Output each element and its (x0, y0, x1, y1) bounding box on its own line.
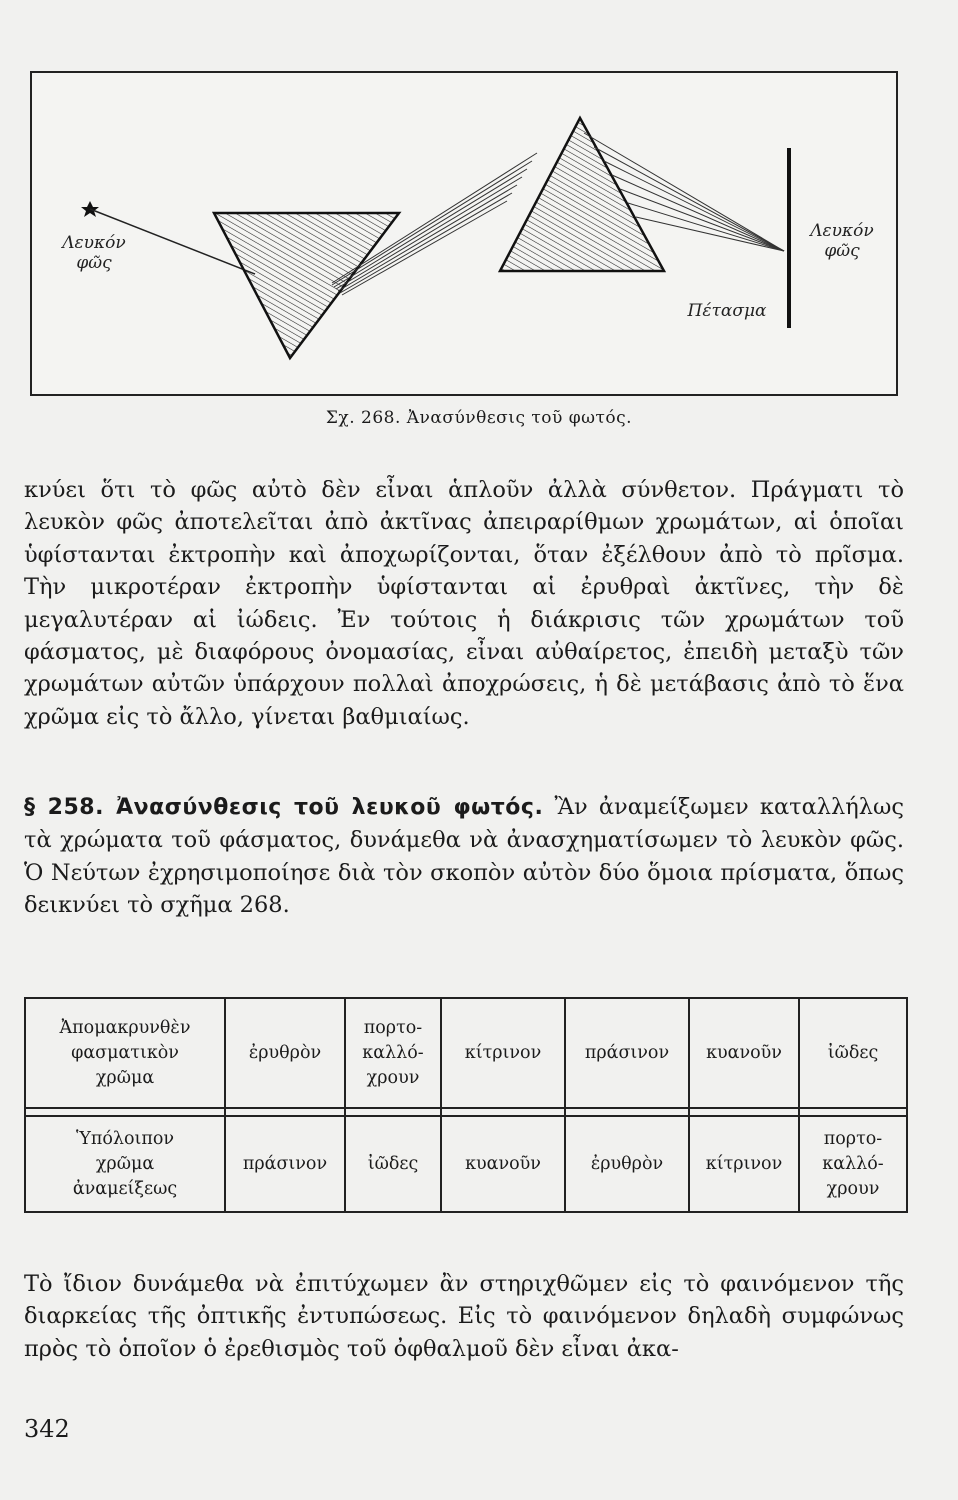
label-right-line1: Λευκόν (810, 221, 874, 241)
first-prism (214, 213, 399, 358)
table-row (25, 998, 907, 1108)
cell-line: καλλό- (362, 1042, 424, 1063)
row-header (25, 998, 225, 1108)
table-cell: πράσινον (565, 998, 689, 1108)
table-cell: κίτρινον (441, 998, 565, 1108)
table-cell: κίτρινον (689, 1116, 799, 1212)
table-cell (799, 1116, 907, 1212)
screen-label: Πέτασμα (687, 301, 767, 321)
table-separator (25, 1108, 907, 1116)
cell-line: καλλό- (822, 1153, 884, 1174)
figure-caption: Σχ. 268. Ἀνασύνθεσις τοῦ φωτός. (325, 408, 633, 428)
label-left-line1: Λευκόν (62, 233, 126, 253)
color-complement-table (24, 997, 908, 1213)
second-prism (500, 118, 664, 271)
row2-header-line: χρῶμα (95, 1153, 155, 1174)
paragraph-3: Τὸ ἴδιον δυνάμεθα νὰ ἐπιτύχωμεν ἂν στηριχθῶμεν εἰς τὸ φαινόμενον τῆς διαρκείας τῆς ὀπτικῆς ἐντυπώσεως. Εἰς τὸ φαινόμενον δηλαδὴ συμφώνως πρὸς τὸ ὁποῖον ὁ ἐρεθισμὸς τοῦ ὀφθαλμοῦ δὲν εἶναι ἀκα- (24, 1271, 904, 1362)
table-cell: ἰῶδες (799, 998, 907, 1108)
section-heading: § 258. Ἀνασύνθεσις τοῦ λευκοῦ φωτός. (24, 795, 544, 820)
table-cell: ἰῶδες (345, 1116, 441, 1212)
row1-header-line: Ἀπομακρυνθὲν (59, 1017, 191, 1038)
page-number: 342 (24, 1415, 70, 1443)
table-cell: ἐρυθρὸν (225, 998, 345, 1108)
white-light-label-right (792, 221, 892, 262)
paragraph-2 (24, 791, 904, 922)
table-cell: πράσινον (225, 1116, 345, 1212)
table-cell: ἐρυθρὸν (565, 1116, 689, 1212)
row2-header-line: Ὑπόλοιπον (75, 1128, 175, 1149)
table-cell: κυανοῦν (441, 1116, 565, 1212)
row2-header-line: ἀναμείξεως (72, 1178, 178, 1199)
table-cell (345, 998, 441, 1108)
cell-line: χρουν (826, 1178, 880, 1199)
paragraph-1: κνύει ὅτι τὸ φῶς αὐτὸ δὲν εἶναι ἁπλοῦν ἀλλὰ σύνθετον. Πράγματι τὸ λευκὸν φῶς ἀποτελεῖται ἀπὸ ἀκτῖνας ἀπειραρίθμων χρωμάτων, αἱ ὁποῖαι ὑφίστανται ἐκτροπὴν καὶ ἀποχωρίζονται, ὅταν ἐξέλθουν ἀπὸ τὸ πρῖσμα. Τὴν μικροτέραν ἐκτροπὴν ὑφίστανται αἱ ἐρυθραὶ ἀκτῖνες, τὴν δὲ μεγαλυτέραν αἱ ἰώδεις. Ἐν τούτοις ἡ διάκρισις τῶν χρωμάτων τοῦ φάσματος, μὲ διαφόρους ὀνομασίας, εἶναι αὐθαίρετος, ἐπειδὴ μεταξὺ τῶν χρωμάτων αὐτῶν ὑπάρχουν πολλαὶ ἀποχρώσεις, ἡ δὲ μετάβασις ἀπὸ τὸ ἕνα χρῶμα εἰς τὸ ἄλλο, γίνεται βαθμιαίως. (24, 477, 904, 730)
table-row (25, 1116, 907, 1212)
table-cell: κυανοῦν (689, 998, 799, 1108)
row-header (25, 1116, 225, 1212)
cell-line: πορτο- (823, 1128, 883, 1149)
cell-line: πορτο- (363, 1017, 423, 1038)
label-left-line2: φῶς (76, 253, 112, 274)
row1-header-line: φασματικὸν (71, 1042, 179, 1063)
recomposition-diagram (32, 73, 900, 398)
prism-figure (30, 71, 898, 396)
cell-line: χρουν (366, 1067, 420, 1088)
row1-header-line: χρῶμα (95, 1067, 155, 1088)
paragraph-2-text: Ἂν ἀναμείξωμεν καταλλήλως τὰ χρώματα τοῦ φάσματος, δυνάμεθα νὰ ἀνασχηματίσωμεν τὸ λευκὸν φῶς. Ὁ Νεύτων ἐχρησιμοποίησε διὰ τὸν σκοπὸν αὐτὸν δύο ὅμοια πρίσματα, ὅπως δεικνύει τὸ σχῆμα 268. (24, 794, 904, 919)
white-light-label-left (44, 233, 144, 274)
label-right-line2: φῶς (824, 241, 860, 262)
